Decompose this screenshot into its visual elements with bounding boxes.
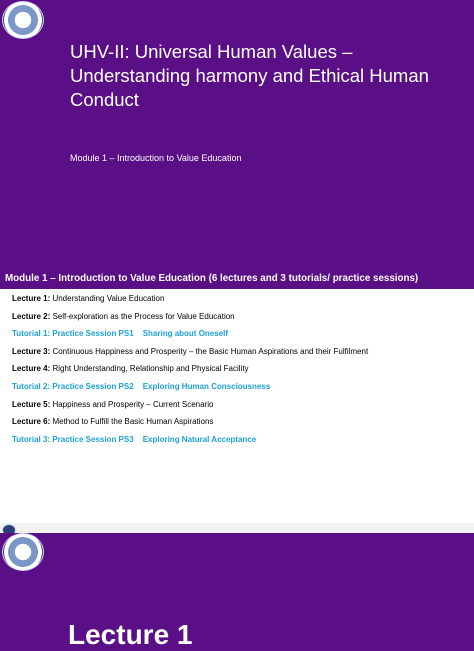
lecture-label: Lecture 2:	[12, 311, 51, 321]
title-slide	[0, 0, 474, 268]
lecture-label: Lecture 3:	[12, 346, 51, 356]
slide-subtitle: Module 1 – Introduction to Value Education	[70, 153, 242, 163]
lecture-heading: Lecture 1	[68, 619, 193, 650]
tutorial-label: Tutorial 2: Practice Session PS2	[12, 381, 134, 391]
list-item	[0, 343, 474, 361]
list-item	[0, 378, 474, 396]
university-logo	[2, 1, 44, 39]
tutorial-label: Tutorial 3: Practice Session PS3	[12, 434, 134, 444]
lecture-label: Lecture 5:	[12, 399, 51, 409]
module-slide	[0, 268, 474, 532]
lecture-text: Continuous Happiness and Prosperity – the Basic Human Aspirations and their Fulfilment	[50, 346, 369, 356]
list-item	[0, 325, 474, 343]
tutorial-label: Tutorial 1: Practice Session PS1	[12, 329, 134, 339]
lecture-text: Method to Fulfill the Basic Human Aspirations	[50, 417, 214, 427]
tutorial-text: Exploring Natural Acceptance	[142, 434, 257, 444]
lecture-list	[0, 290, 474, 448]
list-item	[0, 290, 474, 308]
lecture-text: Self-exploration as the Process for Value Education	[50, 311, 235, 321]
university-logo	[2, 533, 44, 571]
lecture-label: Lecture 6:	[12, 417, 51, 427]
list-item	[0, 360, 474, 378]
lecture-text: Happiness and Prosperity – Current Scenario	[50, 399, 214, 409]
lecture-label: Lecture 1:	[12, 294, 51, 303]
lecture-slide	[0, 533, 474, 650]
module-header-bar: Module 1 – Introduction to Value Education (6 lectures and 3 tutorials/ practice sessions)	[0, 268, 474, 289]
list-item	[0, 396, 474, 414]
lecture-label: Lecture 4:	[12, 364, 51, 374]
tutorial-text: Sharing about Oneself	[142, 329, 229, 339]
list-item	[0, 431, 474, 449]
lecture-text: Understanding Value Education	[50, 294, 165, 303]
slide-footer	[0, 523, 474, 533]
slide-title: UHV-II: Universal Human Values – Understanding harmony and Ethical Human Conduct	[70, 41, 429, 110]
list-item	[0, 413, 474, 431]
lecture-text: Right Understanding, Relationship and Physical Facility	[50, 364, 249, 374]
list-item	[0, 308, 474, 326]
tutorial-text: Exploring Human Consciousness	[142, 381, 271, 391]
